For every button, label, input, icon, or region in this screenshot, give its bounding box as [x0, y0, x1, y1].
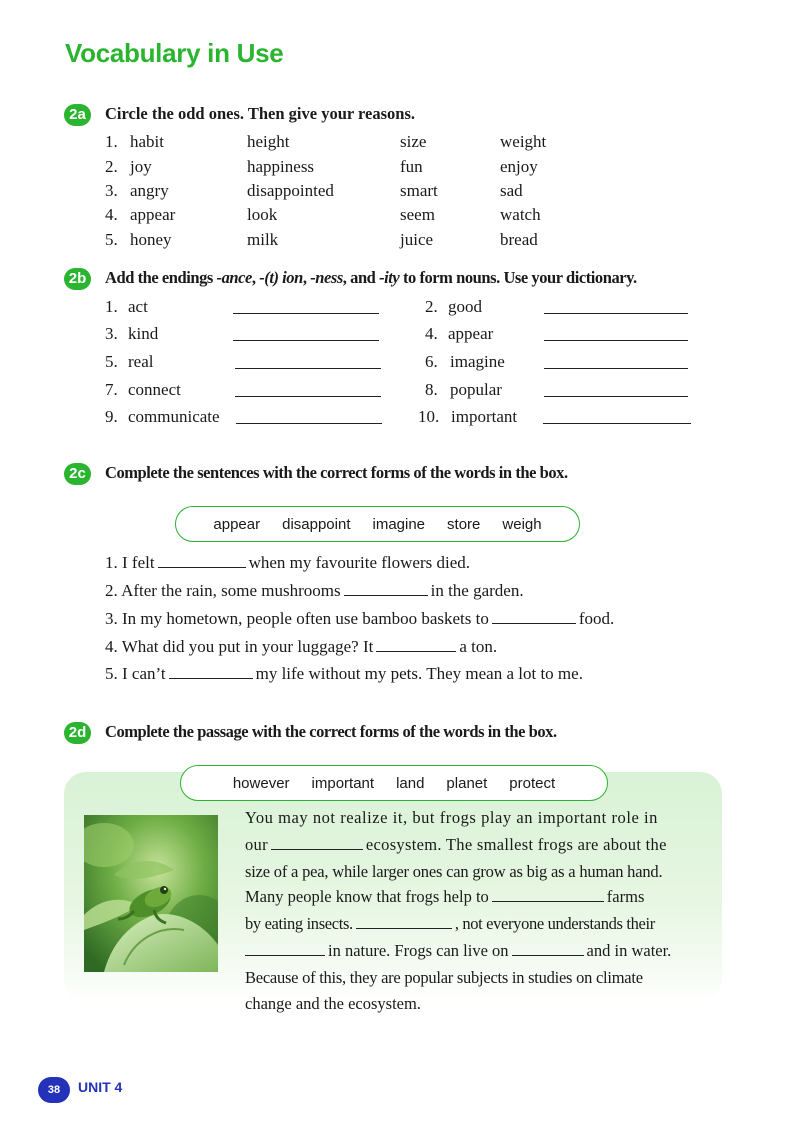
box-word: disappoint [282, 515, 351, 533]
word-option[interactable]: joy [130, 157, 152, 176]
word-option[interactable]: smart [400, 181, 438, 200]
item-number: 4. [105, 205, 118, 224]
box-word: important [311, 774, 375, 792]
item-number: 6. [425, 352, 438, 371]
word-option[interactable]: happiness [247, 157, 315, 176]
item-number: 2. [425, 297, 438, 316]
sentence [105, 581, 524, 601]
list-item [0, 297, 800, 321]
page-number-badge: 38 [38, 1077, 70, 1103]
passage-text-part: farms [606, 887, 645, 906]
answer-blank[interactable] [236, 423, 382, 424]
instruction-2c: Complete the sentences with the correct forms of the words in the box. [105, 463, 568, 482]
answer-blank[interactable] [543, 423, 691, 424]
sentence-text: in the garden. [430, 581, 524, 600]
item-number: 5. [105, 230, 118, 249]
unit-label: UNIT 4 [78, 1079, 123, 1095]
answer-blank[interactable] [235, 396, 381, 397]
base-word: communicate [128, 407, 220, 426]
word-row [0, 157, 800, 181]
box-word: protect [509, 774, 556, 792]
instruction-2d: Complete the passage with the correct forms of the words in the box. [105, 722, 557, 741]
answer-blank[interactable] [245, 941, 325, 956]
exercise-badge-2d: 2d [64, 722, 91, 744]
base-word: act [128, 297, 148, 316]
exercise-badge-2a: 2a [64, 104, 91, 126]
word-option[interactable]: honey [130, 230, 172, 249]
base-word: real [128, 352, 154, 371]
answer-blank[interactable] [271, 835, 363, 850]
suffix-ance: -ance [216, 268, 252, 287]
instruction-text: , [302, 268, 311, 287]
passage-text-part: Many people know that frogs help to [245, 887, 489, 906]
base-word: important [451, 407, 518, 426]
sentence-text: I can’t [122, 664, 166, 683]
answer-blank[interactable] [492, 609, 576, 624]
sentence [105, 637, 497, 657]
item-number: 1. [105, 132, 118, 151]
instruction-text: to form nouns. Use your dictionary. [399, 268, 637, 287]
answer-blank[interactable] [235, 368, 381, 369]
item-number: 3. [105, 324, 118, 343]
sentence [105, 609, 614, 629]
item-number: 3. [105, 609, 118, 628]
item-number: 3. [105, 181, 118, 200]
answer-blank[interactable] [492, 887, 604, 902]
word-box-2d [180, 765, 608, 801]
item-number: 4. [105, 637, 118, 656]
word-row [0, 132, 800, 156]
word-box-2c [175, 506, 580, 542]
passage-line [245, 835, 667, 855]
exercise-badge-2c: 2c [64, 463, 91, 485]
word-option[interactable]: enjoy [500, 157, 538, 176]
item-number: 2. [105, 157, 118, 176]
base-word: good [448, 297, 482, 316]
word-row [0, 230, 800, 254]
word-option[interactable]: angry [130, 181, 169, 200]
instruction-2b [105, 268, 637, 288]
item-number: 5. [105, 352, 118, 371]
answer-blank[interactable] [376, 637, 456, 652]
passage-line: You may not realize it, but frogs play an important role in [245, 808, 658, 827]
word-option[interactable]: bread [500, 230, 538, 249]
passage-line [245, 941, 671, 961]
word-row [0, 181, 800, 205]
item-number: 4. [425, 324, 438, 343]
item-number: 9. [105, 407, 118, 426]
answer-blank[interactable] [344, 581, 428, 596]
word-option[interactable]: juice [400, 230, 434, 249]
sentence [105, 664, 583, 684]
passage-text-part: ecosystem. The smallest frogs are about the [365, 835, 667, 854]
sentence-text: In my hometown, people often use bamboo baskets to [122, 609, 489, 628]
base-word: connect [128, 380, 181, 399]
answer-blank[interactable] [233, 340, 379, 341]
instruction-2a: Circle the odd ones. Then give your reasons. [105, 104, 416, 123]
passage-text-part: by eating insects. [245, 914, 353, 933]
answer-blank[interactable] [544, 396, 688, 397]
list-item [0, 407, 800, 431]
suffix-tion: -(t) ion [259, 268, 303, 287]
passage-text-part: , not everyone understands their [454, 914, 655, 933]
sentence-text: What did you put in your luggage? It [121, 637, 374, 656]
box-word: however [232, 774, 290, 792]
answer-blank[interactable] [233, 313, 379, 314]
answer-blank[interactable] [356, 914, 452, 929]
passage-text-part: and in water. [586, 941, 672, 960]
box-word: store [447, 515, 481, 533]
item-number: 1. [105, 297, 118, 316]
answer-blank[interactable] [544, 313, 688, 314]
sentence-text: I felt [122, 553, 155, 572]
word-option[interactable]: milk [247, 230, 279, 249]
box-word: land [396, 774, 425, 792]
word-option[interactable]: height [247, 132, 290, 151]
passage-line [245, 887, 644, 907]
item-number: 8. [425, 380, 438, 399]
word-option[interactable]: habit [130, 132, 164, 151]
word-option[interactable]: disappointed [247, 181, 334, 200]
box-word: planet [446, 774, 488, 792]
word-option[interactable]: appear [130, 205, 176, 224]
sentence-text: when my favourite flowers died. [248, 553, 470, 572]
passage-text-part: our [245, 835, 268, 854]
base-word: popular [450, 380, 502, 399]
box-word: appear [213, 515, 261, 533]
sentence [105, 553, 470, 573]
instruction-text: , and [342, 268, 380, 287]
sentence-text: my life without my pets. They mean a lot to me. [255, 664, 583, 683]
base-word: appear [448, 324, 494, 343]
passage-line [245, 914, 655, 934]
passage-line: change and the ecosystem. [245, 994, 421, 1013]
item-number: 5. [105, 664, 118, 683]
sentence-text: a ton. [459, 637, 498, 656]
item-number: 2. [105, 581, 118, 600]
word-option[interactable]: fun [400, 157, 423, 176]
sentence-text: food. [578, 609, 615, 628]
suffix-ness: -ness [310, 268, 343, 287]
word-option[interactable]: size [400, 132, 427, 151]
item-number: 1. [105, 553, 118, 572]
word-option[interactable]: seem [400, 205, 435, 224]
base-word: kind [128, 324, 159, 343]
base-word: imagine [450, 352, 505, 371]
instruction-text: Add the endings [105, 268, 217, 287]
box-word: imagine [372, 515, 426, 533]
word-option[interactable]: watch [500, 205, 541, 224]
answer-blank[interactable] [544, 340, 688, 341]
answer-blank[interactable] [158, 553, 246, 568]
answer-blank[interactable] [544, 368, 688, 369]
frog-photo [84, 815, 218, 972]
passage-line: size of a pea, while larger ones can grow as big as a human hand. [245, 862, 663, 881]
item-number: 7. [105, 380, 118, 399]
instruction-text: , [251, 268, 260, 287]
word-option[interactable]: weight [500, 132, 547, 151]
list-item [0, 352, 800, 376]
list-item [0, 324, 800, 348]
item-number: 10. [418, 407, 440, 426]
passage-text-part: in nature. Frogs can live on [328, 941, 509, 960]
box-word: weigh [502, 515, 542, 533]
exercise-badge-2b: 2b [64, 268, 91, 290]
word-row [0, 205, 800, 229]
list-item [0, 380, 800, 404]
page-title: Vocabulary in Use [65, 38, 284, 68]
sentence-text: After the rain, some mushrooms [121, 581, 341, 600]
suffix-ity: -ity [379, 268, 400, 287]
answer-blank[interactable] [169, 664, 253, 679]
passage-line: Because of this, they are popular subjects in studies on climate [245, 968, 643, 987]
word-option[interactable]: sad [500, 181, 523, 200]
answer-blank[interactable] [512, 941, 584, 956]
word-option[interactable]: look [247, 205, 278, 224]
